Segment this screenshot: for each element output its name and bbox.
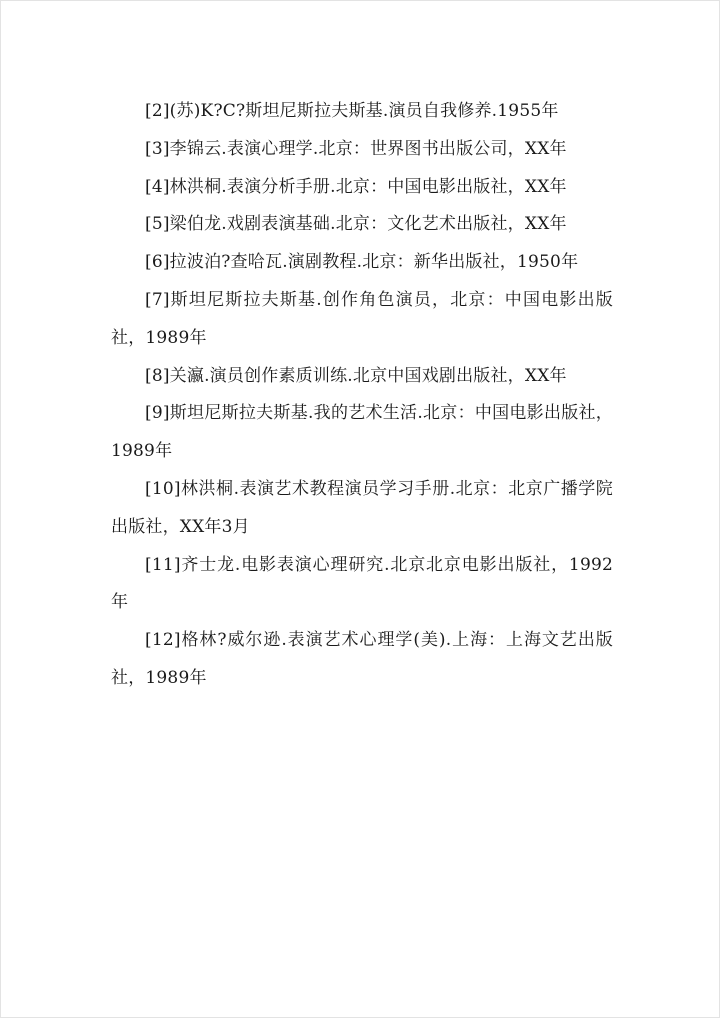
reference-item-12: [12]格林?威尔逊.表演艺术心理学(美).上海：上海文艺出版社，1989年 [111, 630, 613, 688]
reference-item-3: [3]李锦云.表演心理学.北京：世界图书出版公司，XX年 [145, 138, 567, 159]
reference-item-4: [4]林洪桐.表演分析手册.北京：中国电影出版社，XX年 [145, 176, 567, 197]
reference-item-6: [6]拉波泊?查哈瓦.演剧教程.北京：新华出版社，1950年 [145, 252, 579, 273]
reference-item-11: [11]齐士龙.电影表演心理研究.北京北京电影出版社，1992年 [111, 554, 613, 613]
reference-item-7: [7]斯坦尼斯拉夫斯基.创作角色演员，北京：中国电影出版社，1989年 [111, 289, 613, 348]
reference-item-9: [9]斯坦尼斯拉夫斯基.我的艺术生活.北京：中国电影出版社，1989年 [111, 403, 613, 462]
reference-item-5: [5]梁伯龙.戏剧表演基础.北京：文化艺术出版社，XX年 [145, 214, 567, 235]
reference-item-10: [10]林洪桐.表演艺术教程演员学习手册.北京：北京广播学院出版社，XX年3月 [111, 478, 613, 537]
reference-item-2: [2](苏)K?C?斯坦尼斯拉夫斯基.演员自我修养.1955年 [145, 101, 559, 121]
reference-item-8: [8]关瀛.演员创作素质训练.北京中国戏剧出版社，XX年 [145, 365, 567, 386]
reference-list [111, 93, 613, 698]
